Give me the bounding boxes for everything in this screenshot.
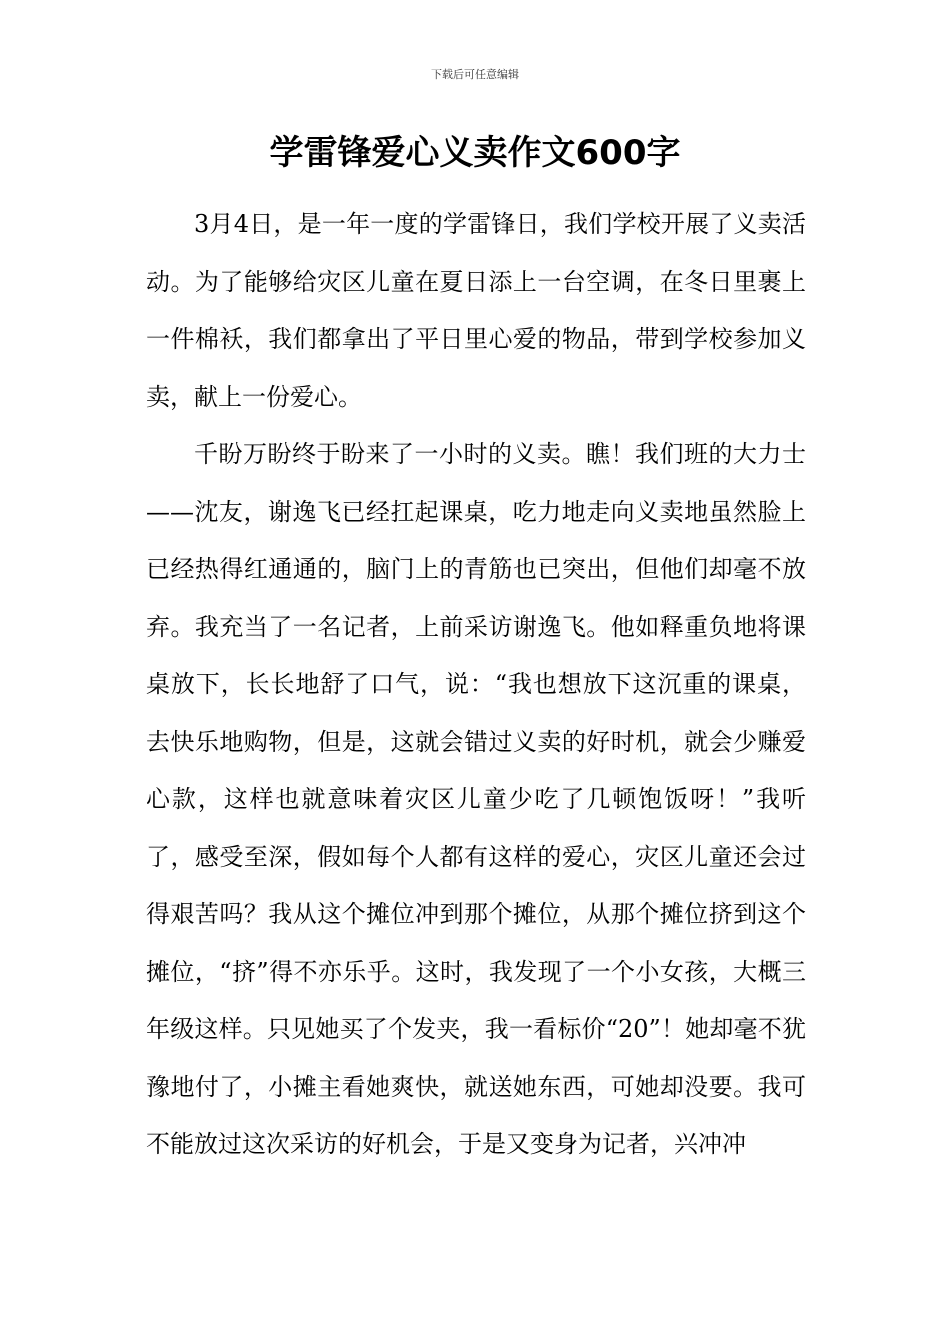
paragraph-2: 千盼万盼终于盼来了一小时的义卖。瞧！我们班的大力士——沈友，谢逸飞已经扛起课桌，吃力地走向义卖地虽然脸上已经热得红通通的，脑门上的青筋也已突出，但他们却毫不放弃。我充当了一名记者，上前采访谢逸飞。他如释重负地将课桌放下，长长地舒了口气，说：“我也想放下这沉重的课桌，去快乐地购物，但是，这就会错过义卖的好时机，就会少赚爱心款，这样也就意味着灾区儿童少吃了几顿饱饭呀！”我听了，感受至深，假如每个人都有这样的爱心，灾区儿童还会过得艰苦吗？我从这个摊位冲到那个摊位，从那个摊位挤到这个摊位，“挤”得不亦乐乎。这时，我发现了一个小女孩，大概三年级这样。只见她买了个发夹，我一看标价“20”！她却毫不犹豫地付了，小摊主看她爽快，就送她东西，可她却没要。我可不能放过这次采访的好机会，于是又变身为记者，兴冲冲: [146, 440, 806, 1158]
document-body: [146, 196, 806, 1174]
paragraph-1: 3月4日，是一年一度的学雷锋日，我们学校开展了义卖活动。为了能够给灾区儿童在夏日添上一台空调，在冬日里裹上一件棉袄，我们都拿出了平日里心爱的物品，带到学校参加义卖，献上一份爱心。: [146, 210, 806, 411]
header-note: 下载后可任意编辑: [431, 68, 519, 81]
document-title: 学雷锋爱心义卖作文600字: [269, 133, 681, 173]
